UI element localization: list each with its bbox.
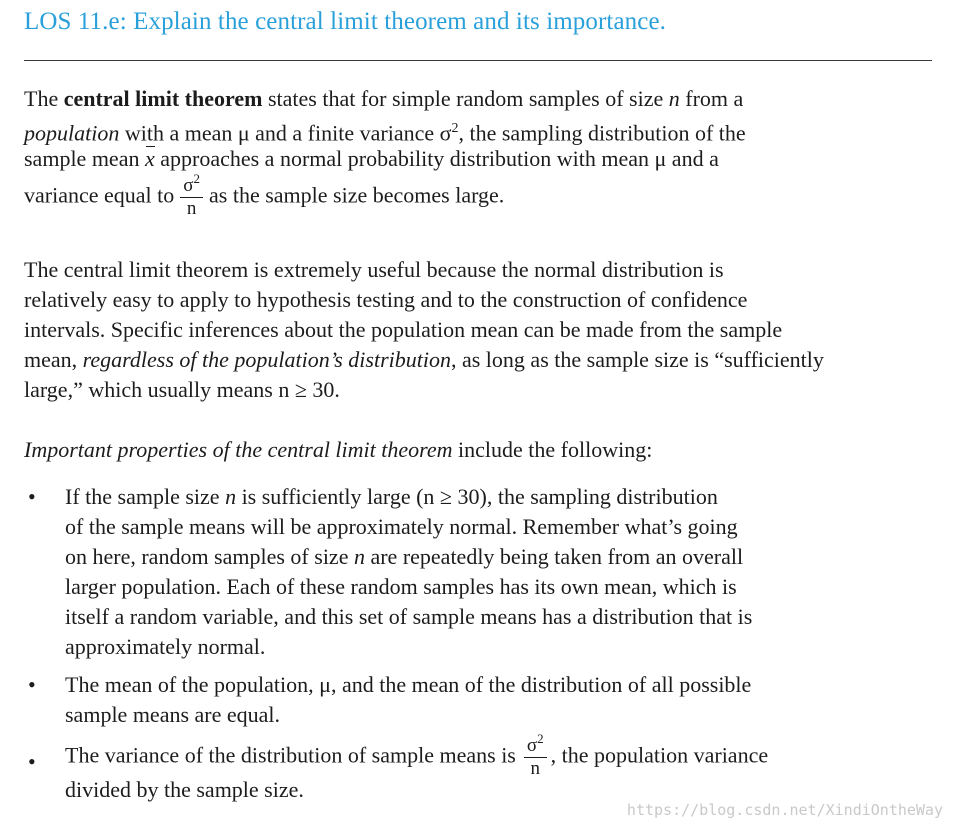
text-line: relatively easy to apply to hypothesis testing and to the construction of confidence [24, 287, 748, 312]
x-bar-symbol: x [145, 144, 155, 174]
list-item [24, 482, 929, 662]
text-line: of the sample means will be approximately normal. Remember what’s going [65, 514, 738, 539]
paragraph-importance [24, 255, 929, 405]
text-line: larger population. Each of these random samples has its own mean, which is [65, 574, 737, 599]
sigma-squared-over-n-fraction: $\frac{\sigma^2}{n}$ [524, 735, 547, 780]
text-line: on here, random samples of size n are repeatedly being taken from an overall [65, 544, 744, 569]
text-line: sample mean x approaches a normal probability distribution with mean μ and a [24, 144, 929, 174]
sigma-squared-over-n-fraction: $\frac{\sigma^2}{n}$ [180, 175, 203, 220]
text-line: divided by the sample size. [65, 777, 304, 802]
los-heading: LOS 11.e: Explain the central limit theorem and its importance. [24, 8, 667, 35]
paragraph-definition [24, 84, 929, 174]
text-line: The variance of the distribution of sample means is $\frac{\sigma^2}{n}$ , the population variance [65, 730, 769, 779]
heading-divider [24, 60, 932, 61]
text-line: mean, regardless of the population’s distribution, as long as the sample size is “sufficiently [24, 347, 824, 372]
paragraph-properties-intro [24, 435, 929, 465]
bullet-icon: • [28, 672, 36, 697]
text-line: population with a mean μ and a finite variance $\sigma^2$, the sampling distribution of the [24, 120, 746, 146]
text-line: The central limit theorem is extremely useful because the normal distribution is [24, 257, 724, 282]
list-item [24, 670, 929, 730]
text-line: If the sample size n is sufficiently large (n ≥ 30), the sampling distribution [65, 484, 718, 509]
text-line-variance: variance equal to $\frac{\sigma^2}{n}$ as the sample size becomes large. [24, 170, 505, 219]
list-item [24, 730, 929, 805]
text-line: The central limit theorem states that for simple random samples of size n from a [24, 86, 744, 111]
text-line: The mean of the population, μ, and the mean of the distribution of all possible [65, 672, 752, 697]
text-line: Important properties of the central limit theorem include the following: [24, 437, 653, 462]
text-line: itself a random variable, and this set of sample means has a distribution that is [65, 604, 753, 629]
text-line: approximately normal. [65, 634, 266, 659]
term-central-limit-theorem: central limit theorem [63, 86, 263, 111]
text-line: sample means are equal. [65, 702, 281, 727]
text-line: large,” which usually means n ≥ 30. [24, 377, 340, 402]
text-line: intervals. Specific inferences about the population mean can be made from the sample [24, 317, 783, 342]
watermark: https://blog.csdn.net/XindiOntheWay [626, 801, 943, 819]
bullet-icon: • [28, 749, 36, 774]
bullet-icon: • [28, 484, 36, 509]
